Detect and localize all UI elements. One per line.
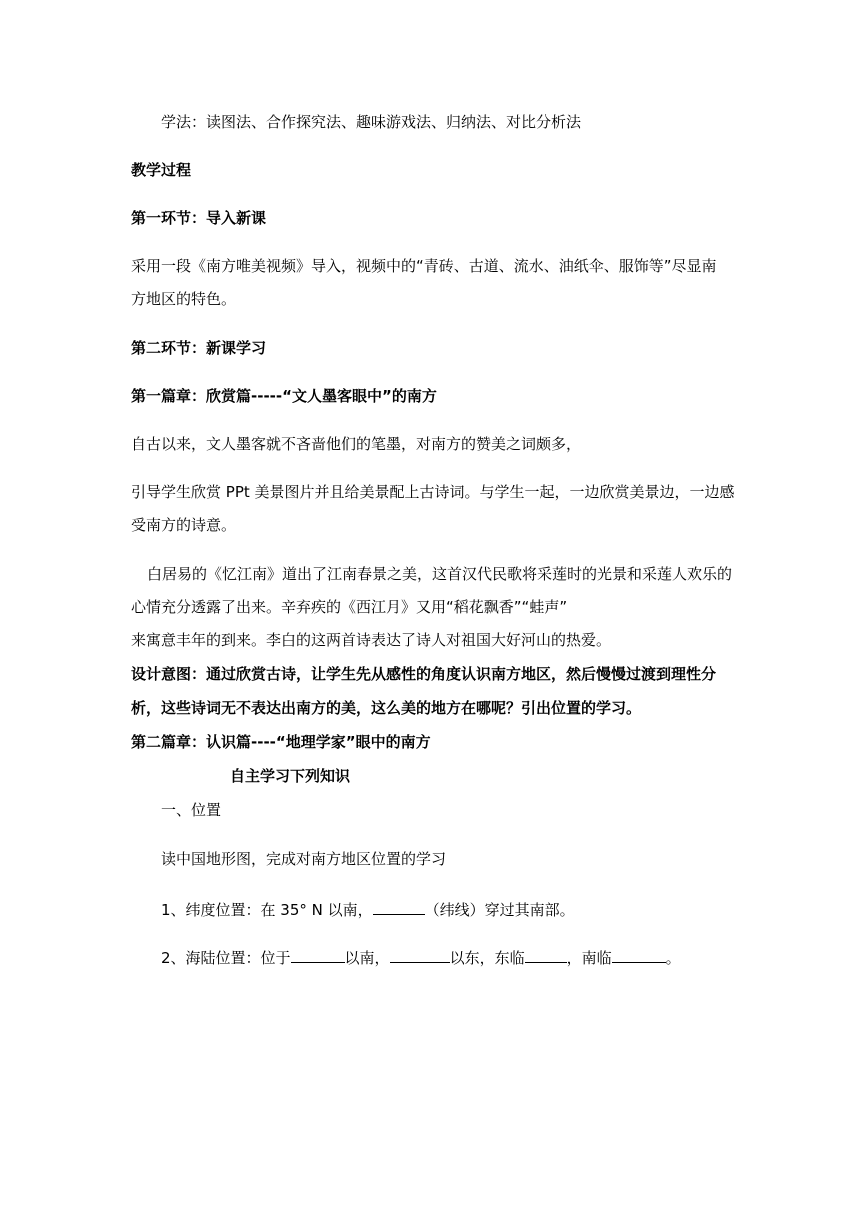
chapter1-paragraph3-line1: 白居易的《忆江南》道出了江南春景之美，这首汉代民歌将采莲时的光景和采莲人欢乐的 <box>147 565 733 583</box>
step1-heading: 第一环节：导入新课 <box>131 209 267 227</box>
section1-heading: 一、位置 <box>161 801 222 819</box>
question2-blank1[interactable] <box>291 946 345 963</box>
chapter1-paragraph3-line3: 来寓意丰年的到来。李白的这两首诗表达了诗人对祖国大好河山的热爱。 <box>131 631 612 649</box>
question1-prefix: 1、纬度位置：在 35° N 以南， <box>161 901 373 919</box>
question2-blank2[interactable] <box>390 946 450 963</box>
read-map-instruction: 读中国地形图，完成对南方地区位置的学习 <box>161 850 447 868</box>
chapter1-paragraph2-line1: 引导学生欣赏 PPt 美景图片并且给美景配上古诗词。与学生一起，一边欣赏美景边，一边感 <box>131 483 735 501</box>
question2-mid3: ，南临 <box>566 949 612 967</box>
question2-suffix: 。 <box>665 949 681 967</box>
chapter1-heading: 第一篇章：欣赏篇-----“文人墨客眼中”的南方 <box>131 387 437 405</box>
design-intent-line1: 设计意图：通过欣赏古诗，让学生先从感性的角度认识南方地区，然后慢慢过渡到理性分 <box>131 665 717 683</box>
question2-mid1: 以南， <box>344 949 390 967</box>
chapter1-paragraph3-line2: 心情充分透露了出来。辛弃疾的《西江月》又用“稻花飘香”“蛙声” <box>131 598 568 616</box>
question2-mid2: 以东，东临 <box>449 949 525 967</box>
step1-paragraph-line2: 方地区的特色。 <box>131 290 237 308</box>
question2 <box>161 946 681 968</box>
study-methods: 学法：读图法、合作探究法、趣味游戏法、归纳法、对比分析法 <box>161 113 582 131</box>
chapter1-paragraph1: 自古以来，文人墨客就不吝啬他们的笔墨，对南方的赞美之词颇多， <box>131 435 582 453</box>
self-study-heading: 自主学习下列知识 <box>230 767 351 785</box>
teaching-process-heading: 教学过程 <box>131 161 192 179</box>
question2-prefix: 2、海陆位置：位于 <box>161 949 291 967</box>
question1-blank[interactable] <box>373 898 425 915</box>
chapter1-paragraph2-line2: 受南方的诗意。 <box>131 516 237 534</box>
chapter2-heading: 第二篇章：认识篇----“地理学家”眼中的南方 <box>131 733 431 751</box>
step1-paragraph-line1: 采用一段《南方唯美视频》导入，视频中的“青砖、古道、流水、油纸伞、服饰等”尽显南 <box>131 257 717 275</box>
question2-blank4[interactable] <box>612 946 666 963</box>
question1 <box>161 898 575 920</box>
design-intent-line2: 析，这些诗词无不表达出南方的美，这么美的地方在哪呢？引出位置的学习。 <box>131 699 642 717</box>
question2-blank3[interactable] <box>525 946 567 963</box>
step2-heading: 第二环节：新课学习 <box>131 339 267 357</box>
question1-suffix: （纬线）穿过其南部。 <box>424 901 575 919</box>
